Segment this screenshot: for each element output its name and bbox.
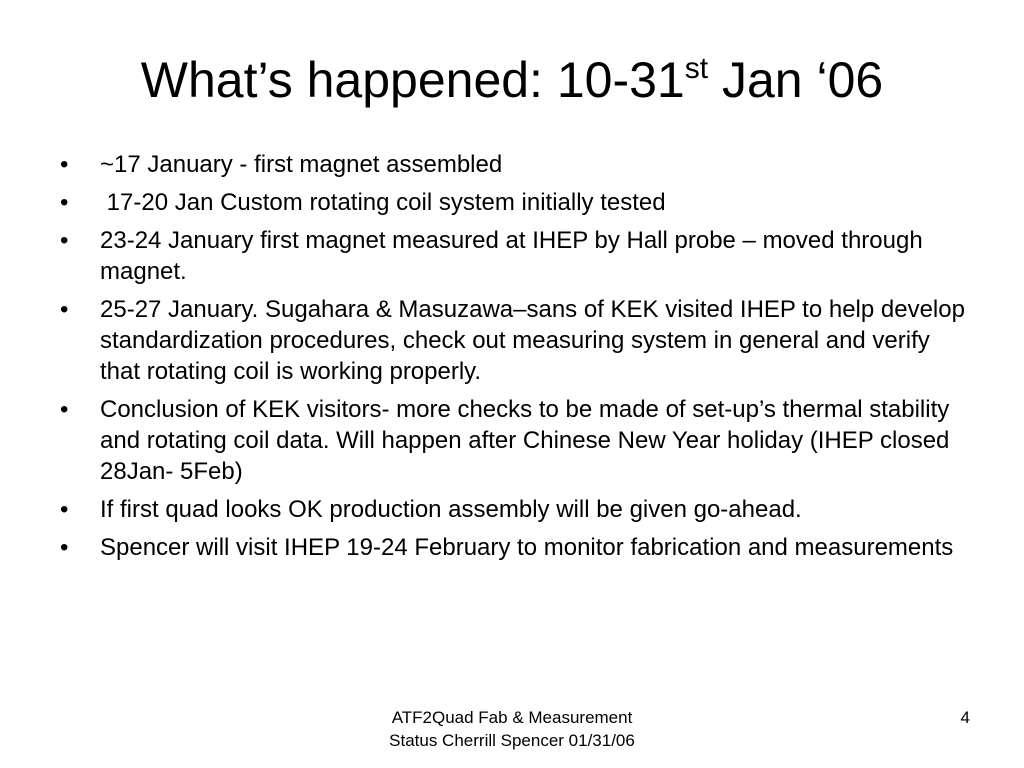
slide-title-superscript: st — [684, 52, 709, 85]
bullet-marker: • — [60, 534, 69, 561]
page-number: 4 — [960, 708, 970, 727]
bullet-text: ~17 January - first magnet assembled — [100, 151, 503, 178]
bullet-item — [60, 532, 965, 563]
bullet-text: If first quad looks OK production assembly will be given go-ahead. — [100, 496, 802, 523]
bullet-text: 17-20 Jan Custom rotating coil system initially tested — [100, 189, 666, 216]
bullet-item — [60, 494, 965, 525]
bullet-text: 25-27 January. Sugahara & Masuzawa–sans of KEK visited IHEP to help develop standardization procedures, check out measuring system in general and verify that rotating coil is working properly. — [100, 296, 965, 385]
bullet-item — [60, 394, 965, 487]
bullet-item — [60, 187, 965, 218]
slide-title-main: What’s happened: 10-31 — [140, 52, 685, 108]
bullet-item — [60, 149, 965, 180]
slide-title-tail: Jan ‘06 — [708, 52, 884, 108]
slide-footer — [312, 706, 712, 752]
bullet-item — [60, 225, 965, 287]
bullet-item — [60, 294, 965, 387]
bullet-text: 23-24 January first magnet measured at IHEP by Hall probe – moved through magnet. — [100, 227, 923, 285]
slide-title — [0, 42, 1024, 118]
bullet-marker: • — [60, 189, 69, 216]
bullet-marker: • — [60, 496, 69, 523]
footer-line-1: ATF2Quad Fab & Measurement — [391, 708, 633, 727]
bullet-marker: • — [60, 151, 69, 178]
bullet-marker: • — [60, 396, 69, 423]
bullet-text: Spencer will visit IHEP 19-24 February to monitor fabrication and measurements — [100, 534, 954, 561]
bullet-text: Conclusion of KEK visitors- more checks to be made of set-up’s thermal stability and rotating coil data. Will happen after Chinese New Year holiday (IHEP closed 28Jan- 5Feb) — [100, 396, 950, 485]
bullet-marker: • — [60, 296, 69, 323]
bullet-marker: • — [60, 227, 69, 254]
footer-line-2: Status Cherrill Spencer 01/31/06 — [389, 731, 635, 750]
bullet-list — [60, 149, 965, 570]
